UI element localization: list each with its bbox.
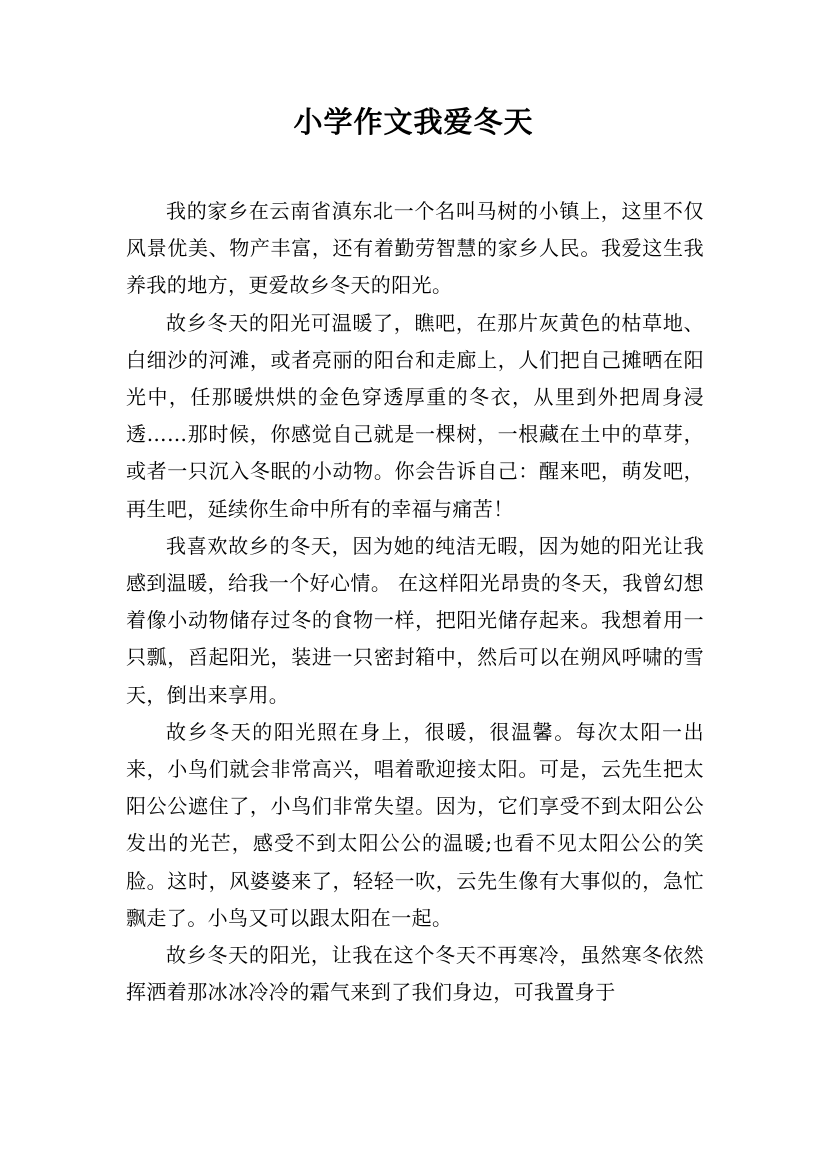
paragraph-4: 故乡冬天的阳光照在身上，很暖，很温馨。每次太阳一出来，小鸟们就会非常高兴，唱着歌迎接太阳。可是，云先生把太阳公公遮住了，小鸟们非常失望。因为，它们享受不到太阳公公发出的光芒，感受不到太阳公公的温暖;也看不见太阳公公的笑脸。这时，风婆婆来了，轻轻一吹，云先生像有大事似的，急忙飘走了。小鸟又可以跟太阳在一起。 <box>126 719 704 930</box>
document-title: 小学作文我爱冬天 <box>293 105 534 139</box>
paragraph-3: 我喜欢故乡的冬天，因为她的纯洁无暇，因为她的阳光让我感到温暖，给我一个好心情。 在这样阳光昂贵的冬天，我曾幻想着像小动物储存过冬的食物一样，把阳光储存起来。我想着用一只瓢，舀起阳光，装进一只密封箱中，然后可以在朔风呼啸的雪天，倒出来享用。 <box>126 533 704 707</box>
paragraph-2: 故乡冬天的阳光可温暖了，瞧吧，在那片灰黄色的枯草地、白细沙的河滩，或者亮丽的阳台和走廊上，人们把自己摊晒在阳光中，任那暖烘烘的金色穿透厚重的冬衣，从里到外把周身浸透……那时候，你感觉自己就是一棵树，一根藏在土中的草芽，或者一只沉入冬眠的小动物。你会告诉自己：醒来吧，萌发吧，再生吧，延续你生命中所有的幸福与痛苦！ <box>126 310 704 521</box>
paragraph-1: 我的家乡在云南省滇东北一个名叫马树的小镇上，这里不仅风景优美、物产丰富，还有着勤劳智慧的家乡人民。我爱这生我养我的地方，更爱故乡冬天的阳光。 <box>126 199 704 298</box>
essay-body <box>126 193 704 1011</box>
paragraph-5: 故乡冬天的阳光，让我在这个冬天不再寒冷，虽然寒冬依然挥洒着那冰冰冷冷的霜气来到了我们身边，可我置身于 <box>126 943 704 1005</box>
